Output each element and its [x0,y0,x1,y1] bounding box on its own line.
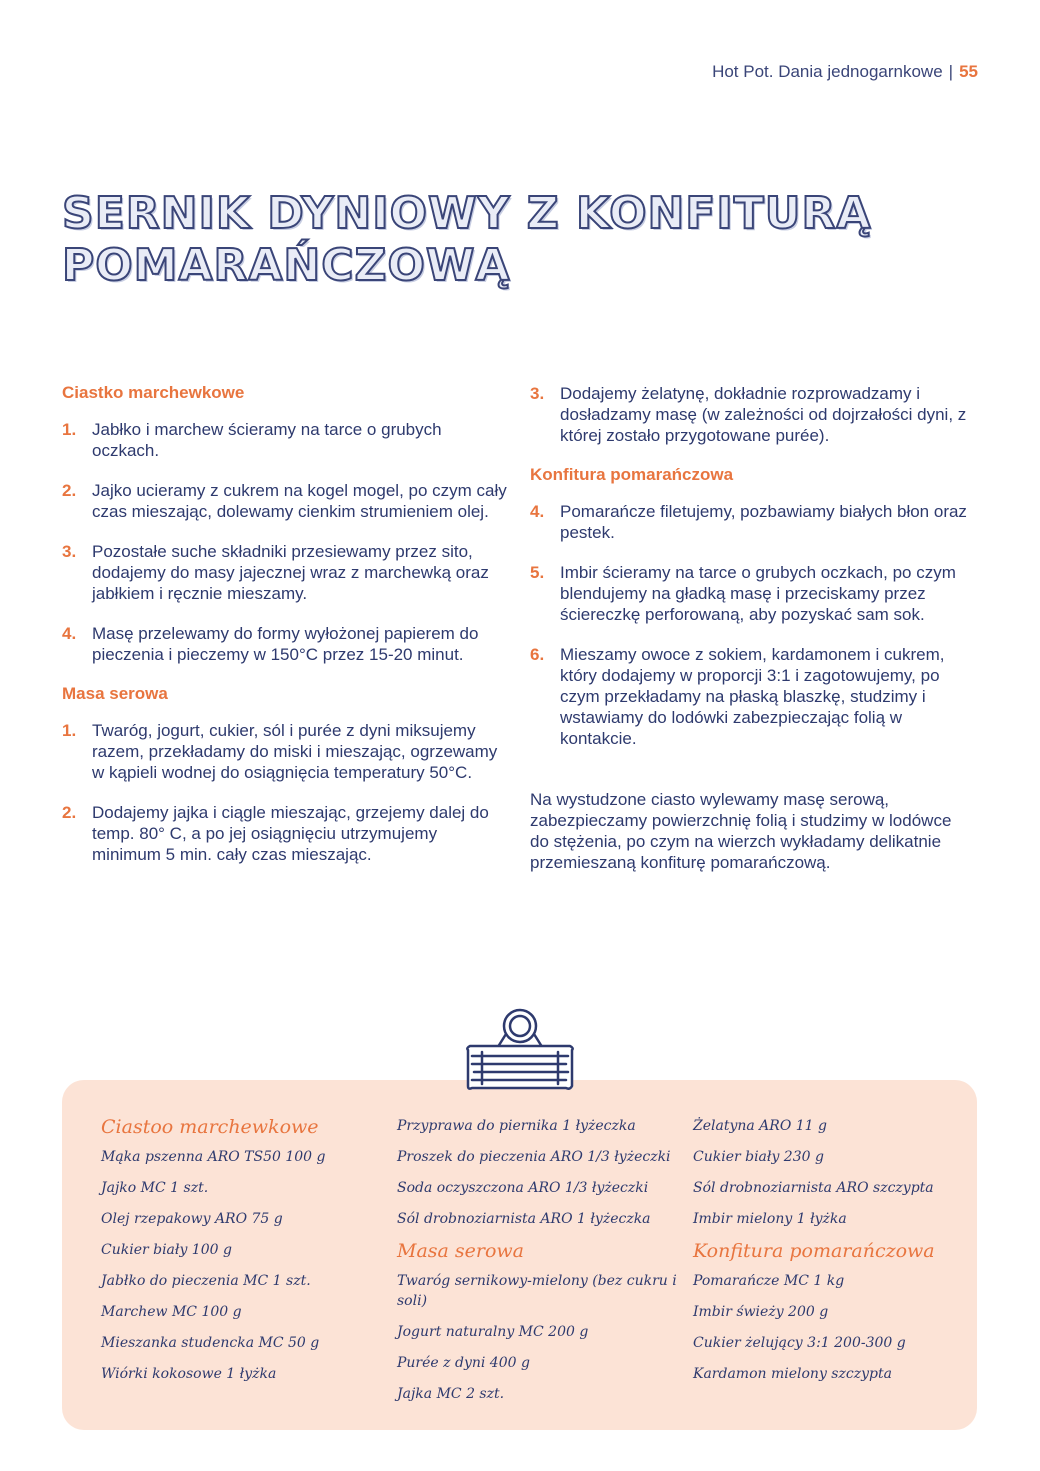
instructions-right-column [530,383,975,873]
ingredients-column-1 [101,1116,386,1395]
ingredient-item: Przyprawa do piernika 1 łyżeczka [397,1118,636,1134]
recipe-title-line1: SERNIK DYNIOWY Z KONFITURĄ [62,188,872,239]
step-number: 4. [530,502,545,521]
page-header [712,62,978,82]
final-instructions: Na wystudzone ciasto wylewamy masę serową, zabezpieczamy powierzchnię folią i studzimy w lodówce do stężenia, po czym na wierzch wykładamy delikatnie przemieszaną konfiturę pomarańczową. [530,790,952,872]
ingredient-item: Pomarańcze MC 1 kg [693,1273,845,1289]
page-number: 55 [959,62,978,81]
step-number: 6. [530,645,545,664]
step-item [62,720,507,783]
step-number: 1. [62,420,77,439]
ingredient-item: Imbir mielony 1 łyżka [693,1211,847,1227]
binder-clip-icon [462,1004,578,1092]
instructions-left-column [62,383,507,884]
ingredient-item: Mąka pszenna ARO TS50 100 g [101,1149,326,1165]
step-item [530,562,975,625]
ingredient-item: Soda oczyszczona ARO 1/3 łyżeczki [397,1180,649,1196]
ingredient-item: Mieszanka studencka MC 50 g [101,1335,320,1351]
step-text: Imbir ścieramy na tarce o grubych oczkach, po czym blendujemy na gładką masę i przeciskamy przez ściereczkę perforowaną, aby pozyskać sam sok. [560,563,956,624]
ingredient-item: Cukier biały 230 g [693,1149,824,1165]
step-item [62,480,507,522]
step-text: Jajko ucieramy z cukrem na kogel mogel, po czym cały czas mieszając, dolewamy cienkim strumieniem olej. [92,481,507,521]
step-item [62,419,507,461]
step-number: 3. [530,384,545,403]
ingredient-item: Cukier żelujący 3:1 200-300 g [693,1335,906,1351]
section-heading-orange-jam: Konfitura pomarańczowa [530,465,734,484]
ingredient-item: Wiórki kokosowe 1 łyżka [101,1366,277,1382]
step-item [62,541,507,604]
ingredients-column-2 [397,1116,682,1415]
header-separator: | [948,62,954,81]
ingredients-heading-cheese-mass: Masa serowa [397,1240,525,1262]
step-item [62,802,507,865]
ingredient-item: Sól drobnoziarnista ARO szczypta [693,1180,934,1196]
ingredient-item: Żelatyna ARO 11 g [693,1118,827,1134]
ingredient-item: Olej rzepakowy ARO 75 g [101,1211,283,1227]
step-text: Pozostałe suche składniki przesiewamy przez sito, dodajemy do masy jajecznej wraz z marchewką oraz jabłkiem i ręcznie mieszamy. [92,542,489,603]
ingredients-heading-carrot-cake: Ciastoo marchewkowe [101,1116,319,1138]
step-text: Twaróg, jogurt, cukier, sól i purée z dyni miksujemy razem, przekładamy do miski i mieszając, ogrzewamy w kąpieli wodnej do osiągnięcia temperatury 50°C. [92,721,498,782]
ingredients-heading-orange-jam: Konfitura pomarańczowa [693,1240,935,1262]
section-heading-carrot-cake: Ciastko marchewkowe [62,383,245,402]
ingredient-item: Jogurt naturalny MC 200 g [397,1324,589,1340]
step-item [530,501,975,543]
step-text: Masę przelewamy do formy wyłożonej papierem do pieczenia i pieczemy w 150°C przez 15-20 minut. [92,624,479,664]
section-heading-cheese-mass: Masa serowa [62,684,168,703]
book-title: Hot Pot. Dania jednogarnkowe [712,62,943,81]
step-number: 2. [62,481,77,500]
ingredient-item: Sól drobnoziarnista ARO 1 łyżeczka [397,1211,651,1227]
ingredient-item: Marchew MC 100 g [101,1304,242,1320]
step-text: Pomarańcze filetujemy, pozbawiamy białych błon oraz pestek. [560,502,967,542]
step-number: 4. [62,624,77,643]
step-text: Dodajemy jajka i ciągle mieszając, grzejemy dalej do temp. 80° C, a po jej osiągnięciu utrzymujemy minimum 5 min. cały czas mieszając. [92,803,489,864]
recipe-title [62,188,962,292]
ingredient-item: Twaróg sernikowy-mielony (bez cukru i soli) [397,1273,677,1309]
step-number: 3. [62,542,77,561]
recipe-title-line2: POMARAŃCZOWĄ [62,240,511,291]
step-text: Mieszamy owoce z sokiem, kardamonem i cukrem, który dodajemy w proporcji 3:1 i zagotowujemy, po czym przekładamy na płaską blaszkę, studzimy i wstawiamy do lodówki zabezpieczając folią w kontakcie. [560,645,945,748]
ingredients-column-3 [693,1116,978,1395]
ingredient-item: Jajko MC 1 szt. [101,1180,209,1196]
step-item [530,644,975,749]
ingredient-item: Kardamon mielony szczypta [693,1366,892,1382]
step-item [62,623,507,665]
ingredient-item: Cukier biały 100 g [101,1242,232,1258]
ingredient-item: Purée z dyni 400 g [397,1355,530,1371]
step-text: Dodajemy żelatynę, dokładnie rozprowadzamy i dosładzamy masę (w zależności od dojrzałości dyni, z której zostało przygotowane purée). [560,384,967,445]
step-number: 1. [62,721,77,740]
step-text: Jabłko i marchew ścieramy na tarce o grubych oczkach. [92,420,442,460]
ingredient-item: Imbir świeży 200 g [693,1304,829,1320]
ingredient-item: Jabłko do pieczenia MC 1 szt. [101,1273,311,1289]
ingredient-item: Proszek do pieczenia ARO 1/3 łyżeczki [397,1149,671,1165]
step-number: 5. [530,563,545,582]
ingredient-item: Jajka MC 2 szt. [397,1386,505,1402]
step-item [530,383,975,446]
step-number: 2. [62,803,77,822]
